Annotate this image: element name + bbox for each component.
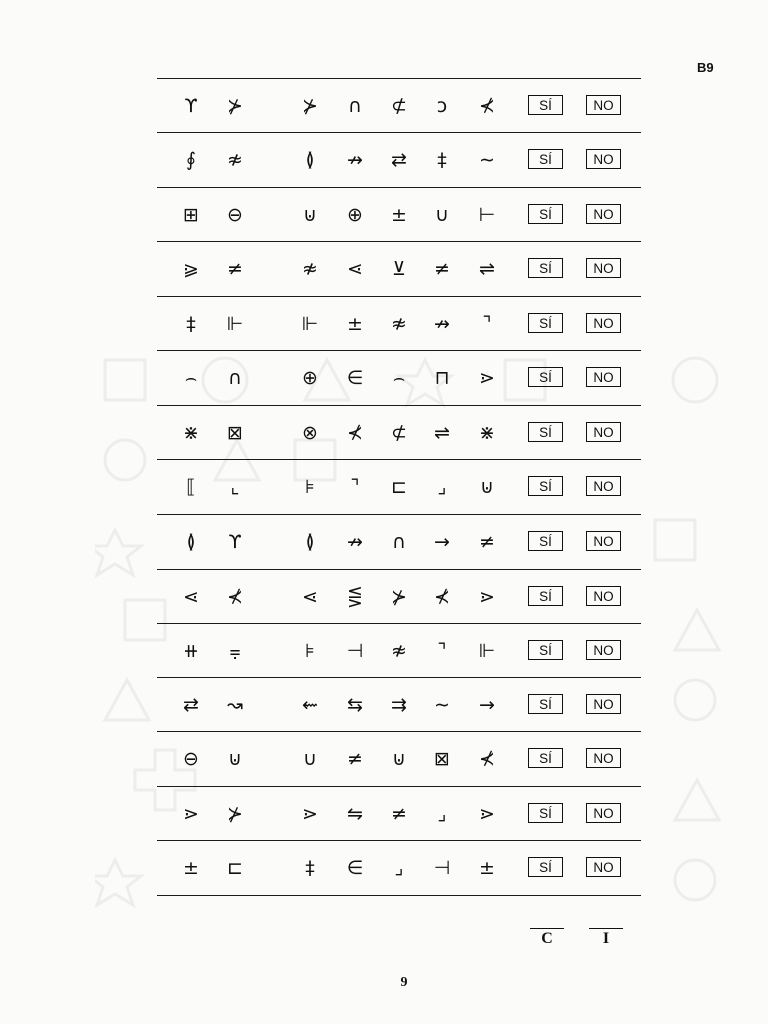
- option-symbol: ⋚: [347, 585, 363, 608]
- no-answer-box[interactable]: NO: [586, 95, 621, 115]
- no-answer-box[interactable]: NO: [586, 694, 621, 714]
- option-symbol: ⌟: [437, 475, 447, 498]
- item-row: [157, 570, 641, 624]
- item-row: [157, 188, 641, 242]
- option-symbol: ↛: [434, 312, 450, 335]
- row-divider: [157, 405, 641, 406]
- target-symbol: ⊖: [183, 747, 199, 770]
- row-divider: [157, 459, 641, 460]
- target-symbol: ⊞: [183, 203, 199, 226]
- option-symbol: ∪: [435, 203, 449, 226]
- item-row: [157, 133, 641, 187]
- option-symbol: ∼: [479, 148, 495, 171]
- target-symbol: ⩦: [229, 639, 241, 662]
- option-symbol: ⇆: [347, 693, 363, 716]
- option-symbol: ∩: [392, 530, 406, 553]
- si-answer-box[interactable]: SÍ: [528, 422, 563, 442]
- option-symbol: ⊀: [347, 421, 363, 444]
- option-symbol: ≠: [391, 802, 407, 825]
- target-symbol: ⊩: [226, 312, 244, 335]
- si-answer-box[interactable]: SÍ: [528, 149, 563, 169]
- no-answer-box[interactable]: NO: [586, 258, 621, 278]
- option-symbol: ⊏: [391, 475, 407, 498]
- page-code: B9: [697, 60, 714, 75]
- option-symbol: ±: [479, 856, 495, 879]
- target-symbol: ⧺: [183, 639, 199, 662]
- option-symbol: ⌟: [394, 856, 404, 879]
- target-symbol: ⊖: [227, 203, 243, 226]
- option-symbol: ⊢: [478, 203, 496, 226]
- option-symbol: ⇄: [391, 148, 407, 171]
- incorrect-tally-label: I: [589, 928, 623, 948]
- option-symbol: ↛: [347, 148, 363, 171]
- target-symbol: ⪀: [183, 257, 199, 280]
- option-symbol: ∩: [348, 94, 362, 117]
- option-symbol: ⌝: [350, 475, 360, 498]
- si-answer-box[interactable]: SÍ: [528, 694, 563, 714]
- row-divider: [157, 677, 641, 678]
- option-symbol: ⇉: [391, 693, 407, 716]
- si-answer-box[interactable]: SÍ: [528, 313, 563, 333]
- option-symbol: →: [434, 530, 450, 553]
- option-symbol: ⌝: [482, 312, 492, 335]
- no-answer-box[interactable]: NO: [586, 586, 621, 606]
- item-row: [157, 841, 641, 895]
- no-answer-box[interactable]: NO: [586, 149, 621, 169]
- target-symbol: ϒ: [228, 530, 242, 553]
- option-symbol: ⌟: [437, 802, 447, 825]
- si-answer-box[interactable]: SÍ: [528, 857, 563, 877]
- option-symbol: ∈: [346, 856, 364, 879]
- target-symbol: ⟦: [186, 475, 196, 498]
- si-answer-box[interactable]: SÍ: [528, 531, 563, 551]
- item-row: [157, 732, 641, 786]
- option-symbol: ⊀: [434, 585, 450, 608]
- target-symbol: ⊁: [227, 94, 243, 117]
- option-symbol: ⊁: [302, 94, 318, 117]
- option-symbol: ⊕: [302, 366, 318, 389]
- option-symbol: ⊄: [391, 94, 407, 117]
- correct-tally-label: C: [530, 928, 564, 948]
- row-divider: [157, 623, 641, 624]
- option-symbol: ⊍: [392, 747, 406, 770]
- option-symbol: ≠: [347, 747, 363, 770]
- row-divider: [157, 569, 641, 570]
- option-symbol: ±: [391, 203, 407, 226]
- no-answer-box[interactable]: NO: [586, 313, 621, 333]
- row-divider: [157, 78, 641, 79]
- item-row: [157, 624, 641, 678]
- option-symbol: ±: [347, 312, 363, 335]
- option-symbol: ⋖: [347, 257, 363, 280]
- row-divider: [157, 840, 641, 841]
- option-symbol: ⊧: [305, 475, 315, 498]
- target-symbol: ⊠: [227, 421, 243, 444]
- option-symbol: ≉: [391, 639, 407, 662]
- option-symbol: ⇌: [434, 421, 450, 444]
- row-divider: [157, 786, 641, 787]
- option-symbol: ⋖: [302, 585, 318, 608]
- option-symbol: ⊠: [434, 747, 450, 770]
- no-answer-box[interactable]: NO: [586, 857, 621, 877]
- target-symbol: ⇄: [183, 693, 199, 716]
- target-symbol: ‡: [186, 312, 196, 335]
- option-symbol: ≠: [479, 530, 495, 553]
- option-symbol: ∈: [346, 366, 364, 389]
- si-answer-box[interactable]: SÍ: [528, 204, 563, 224]
- option-symbol: →: [479, 693, 495, 716]
- option-symbol: ≬: [305, 148, 315, 171]
- option-symbol: ⊁: [391, 585, 407, 608]
- option-symbol: ⊣: [346, 639, 364, 662]
- no-answer-box[interactable]: NO: [586, 803, 621, 823]
- option-symbol: ⊍: [303, 203, 317, 226]
- no-answer-box[interactable]: NO: [586, 531, 621, 551]
- target-symbol: ≬: [186, 530, 196, 553]
- option-symbol: ⊩: [478, 639, 496, 662]
- item-row: [157, 678, 641, 732]
- no-answer-box[interactable]: NO: [586, 640, 621, 660]
- target-symbol: ⊀: [227, 585, 243, 608]
- no-answer-box[interactable]: NO: [586, 748, 621, 768]
- si-answer-box[interactable]: SÍ: [528, 476, 563, 496]
- option-symbol: ⊓: [434, 366, 450, 389]
- option-symbol: ⊗: [302, 421, 318, 444]
- target-symbol: ∩: [228, 366, 242, 389]
- option-symbol: ≉: [302, 257, 318, 280]
- target-symbol: ⊍: [228, 747, 242, 770]
- item-row: [157, 79, 641, 133]
- row-divider: [157, 132, 641, 133]
- item-row: [157, 787, 641, 841]
- si-answer-box[interactable]: SÍ: [528, 258, 563, 278]
- option-symbol: ‡: [305, 856, 315, 879]
- option-symbol: ⇋: [347, 802, 363, 825]
- row-divider: [157, 296, 641, 297]
- item-row: [157, 515, 641, 569]
- target-symbol: ⌞: [230, 475, 240, 498]
- target-symbol: ≠: [227, 257, 243, 280]
- option-symbol: ⋗: [479, 802, 495, 825]
- option-symbol: ⌢: [392, 366, 406, 389]
- page-number: 9: [400, 975, 408, 990]
- option-symbol: ↛: [347, 530, 363, 553]
- row-divider: [157, 514, 641, 515]
- si-answer-box[interactable]: SÍ: [528, 640, 563, 660]
- target-symbol: ⋇: [183, 421, 199, 444]
- option-symbol: ∼: [434, 693, 450, 716]
- option-symbol: ⊻: [392, 257, 406, 280]
- option-symbol: ⊀: [479, 747, 495, 770]
- item-row: [157, 351, 641, 405]
- si-answer-box[interactable]: SÍ: [528, 367, 563, 387]
- row-divider: [157, 895, 641, 896]
- option-symbol: ⊧: [305, 639, 315, 662]
- option-symbol: ⋇: [479, 421, 495, 444]
- target-symbol: ↝: [227, 693, 243, 716]
- target-symbol: ⋖: [183, 585, 199, 608]
- no-answer-box[interactable]: NO: [586, 367, 621, 387]
- row-divider: [157, 731, 641, 732]
- target-symbol: ∮: [186, 148, 196, 171]
- target-symbol: ⌢: [184, 366, 198, 389]
- option-symbol: ‡: [437, 148, 447, 171]
- no-answer-box[interactable]: NO: [586, 204, 621, 224]
- target-symbol: ⊏: [227, 856, 243, 879]
- si-answer-box[interactable]: SÍ: [528, 95, 563, 115]
- option-symbol: ⊍: [480, 475, 494, 498]
- item-row: [157, 406, 641, 460]
- option-symbol: ⋗: [302, 802, 318, 825]
- item-row: [157, 297, 641, 351]
- no-answer-box[interactable]: NO: [586, 476, 621, 496]
- target-symbol: ±: [183, 856, 199, 879]
- option-symbol: ⇜: [302, 693, 318, 716]
- si-answer-box[interactable]: SÍ: [528, 803, 563, 823]
- option-symbol: ⊄: [391, 421, 407, 444]
- option-symbol: ⋗: [479, 585, 495, 608]
- si-answer-box[interactable]: SÍ: [528, 586, 563, 606]
- item-row: [157, 242, 641, 296]
- option-symbol: ↄ: [436, 94, 448, 117]
- option-symbol: ≉: [391, 312, 407, 335]
- option-symbol: ∪: [303, 747, 317, 770]
- row-divider: [157, 350, 641, 351]
- item-row: [157, 460, 641, 514]
- row-divider: [157, 187, 641, 188]
- target-symbol: ⋗: [183, 802, 199, 825]
- option-symbol: ⊣: [433, 856, 451, 879]
- target-symbol: ⊁: [227, 802, 243, 825]
- option-symbol: ⇌: [479, 257, 495, 280]
- target-symbol: ≉: [227, 148, 243, 171]
- option-symbol: ⊀: [479, 94, 495, 117]
- option-symbol: ⊩: [301, 312, 319, 335]
- no-answer-box[interactable]: NO: [586, 422, 621, 442]
- row-divider: [157, 241, 641, 242]
- option-symbol: ≠: [434, 257, 450, 280]
- option-symbol: ⊕: [347, 203, 363, 226]
- option-symbol: ⌝: [437, 639, 447, 662]
- si-answer-box[interactable]: SÍ: [528, 748, 563, 768]
- target-symbol: ϒ: [184, 94, 198, 117]
- option-symbol: ≬: [305, 530, 315, 553]
- option-symbol: ⋗: [479, 366, 495, 389]
